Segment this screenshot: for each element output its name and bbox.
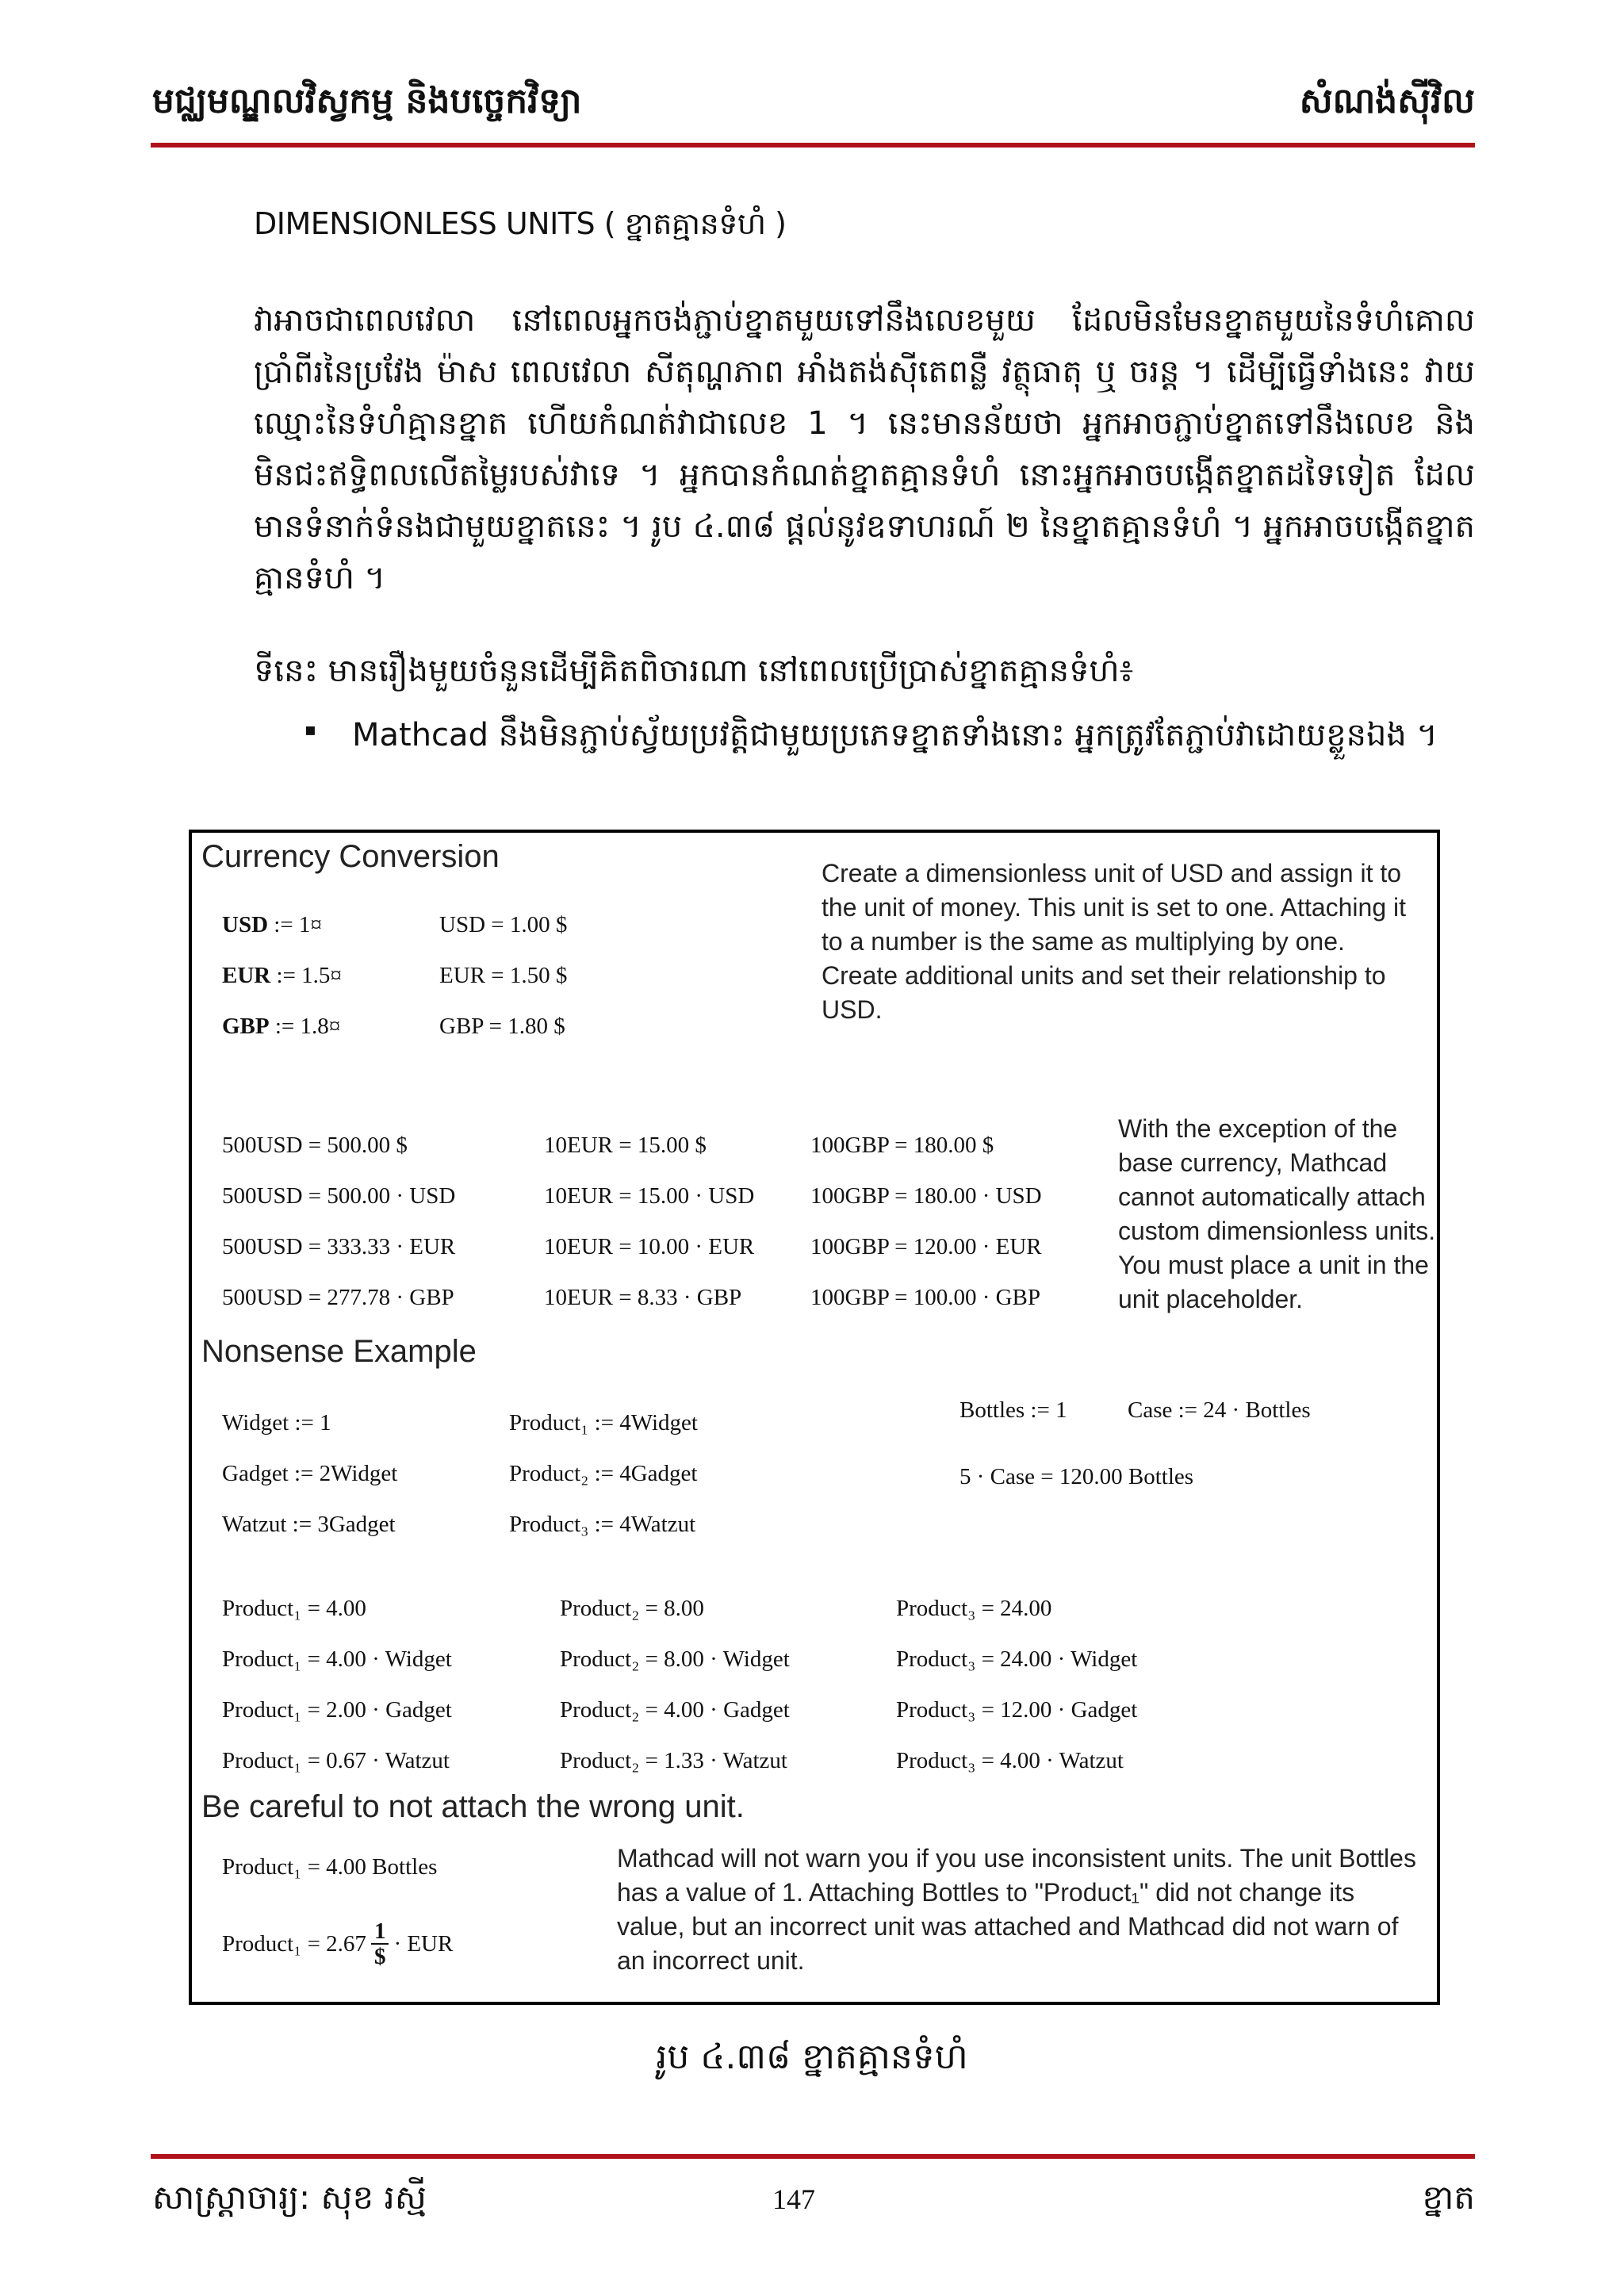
- conv-row: 100GBP = 120.00 · EUR: [810, 1234, 1042, 1259]
- footer-rule: [151, 2154, 1475, 2159]
- conv-column-usd: [222, 1120, 455, 1323]
- bullet-icon: ▪: [304, 720, 316, 740]
- eval-gbp: GBP = 1.80 $: [439, 1014, 565, 1039]
- conv-column-eur: [544, 1120, 754, 1323]
- page-number: 147: [772, 2183, 815, 2215]
- conv-row: 100GBP = 180.00 $: [810, 1133, 994, 1158]
- product1-evaluations: [222, 1583, 452, 1786]
- footer-chapter: ខ្នាត: [1422, 2178, 1475, 2217]
- bullet-text: Mathcad នឹងមិនភ្ជាប់ស្វ័យប្រវត្តិជាមួយប្រភេទខ្នាតទាំងនោះ អ្នកត្រូវតែភ្ជាប់វាដោយខ្លួនឯង ។: [352, 717, 1438, 753]
- bottles-def: Bottles := 1: [959, 1397, 1067, 1423]
- figure-note-currency: Create a dimensionless unit of USD and assign it to the unit of money. This unit is set to one. Attaching it to a number is the same as multiplying by one. Create additional units and set their relationship to USD.: [822, 859, 1407, 1024]
- conv-row: 500USD = 277.78 · GBP: [222, 1285, 454, 1310]
- eval-row: Product₃ = 12.00 · Gadget: [896, 1697, 1138, 1723]
- conv-row: 10EUR = 15.00 · USD: [544, 1183, 755, 1209]
- figure-note-careful: Mathcad will not warn you if you use inconsistent units. The unit Bottles has a value of 1. Attaching Bottles to "Product₁" did not change its value, but an incorrect unit was attached and Mathcad did not warn of an incorrect unit.: [617, 1844, 1416, 1975]
- equation-unit: · EUR: [393, 1930, 454, 1957]
- eval-row: Product₃ = 24.00: [896, 1596, 1052, 1621]
- paragraph-intro: វាអាចជាពេលវេលា នៅពេលអ្នកចង់ភ្ជាប់ខ្នាតមួយទៅនឹងលេខមួយ ដែលមិនមែនខ្នាតមួយនៃទំហំគោលប្រាំពីរនៃប្រវែង ម៉ាស ពេលវេលា សីតុណ្ហភាព អាំងតង់ស៊ីតេពន្លឺ វត្ថុធាតុ ឬ ចរន្ត ។ ដើម្បីធ្វើទាំងនេះ វាយឈ្មោះនៃទំហំគ្មានខ្នាត ហើយកំណត់វាជាលេខ 1 ។ នេះមានន័យថា អ្នកអាចភ្ជាប់ខ្នាតទៅនឹងលេខ និងមិនជះឥទ្ធិពលលើតម្លៃរបស់វាទេ ។ អ្នកបានកំណត់ខ្នាតគ្មានទំហំ នោះអ្នកអាចបង្កើតខ្នាតដទៃទៀត ដែលមានទំនាក់ទំនងជាមួយខ្នាតនេះ ។ រូប ៤.៣៨ ផ្ដល់នូវឧទាហរណ៍ ២ នៃខ្នាតគ្មានទំហំ ។ អ្នកអាចបង្កើតខ្នាតគ្មានទំហំ ។: [254, 302, 1475, 596]
- def-eur: EUR := 1.5¤: [222, 963, 342, 988]
- header-title-left: មជ្ឈមណ្ឌលវិស្វកម្ម និងបច្ចេកវិទ្យា: [152, 81, 582, 121]
- product3-evaluations: [896, 1583, 1137, 1786]
- conv-row: 500USD = 333.33 · EUR: [222, 1234, 456, 1259]
- figure-heading-currency: Currency Conversion: [201, 839, 500, 874]
- eval-row: Product₁ = 2.00 · Gadget: [222, 1697, 452, 1723]
- conv-row: 10EUR = 15.00 $: [544, 1133, 707, 1158]
- eval-row: Product₂ = 8.00 · Widget: [560, 1646, 790, 1672]
- eval-row: Product₁ = 4.00: [222, 1596, 366, 1621]
- eval-row: Product₃ = 24.00 · Widget: [896, 1646, 1138, 1672]
- definition-row: Widget := 1: [222, 1410, 331, 1435]
- eval-row: Product₂ = 8.00: [560, 1596, 704, 1621]
- conv-row: 500USD = 500.00 · USD: [222, 1183, 456, 1209]
- definition-row: Watzut := 3Gadget: [222, 1512, 396, 1537]
- careful-eq-euro: [222, 1919, 453, 1968]
- equation-lhs: Product₁ = 2.67: [222, 1930, 366, 1957]
- figure-caption: រូប ៤.៣៨ ខ្នាតគ្មានទំហំ: [656, 2037, 968, 2077]
- figure-heading-careful: Be careful to not attach the wrong unit.: [201, 1789, 745, 1824]
- eval-usd: USD = 1.00 $: [439, 912, 568, 937]
- conv-row: 100GBP = 100.00 · GBP: [810, 1285, 1041, 1310]
- def-gbp: GBP := 1.8¤: [222, 1014, 341, 1039]
- section-title: DIMENSIONLESS UNITS ( ខ្នាតគ្មានទំហំ ): [254, 206, 787, 241]
- fraction-numerator: 1: [371, 1919, 389, 1945]
- conv-row: 500USD = 500.00 $: [222, 1133, 408, 1158]
- figure-note-conversion: With the exception of the base currency, Mathcad cannot automatically attach custom dimensionless units. You must place a unit in the unit placeholder.: [1118, 1114, 1436, 1313]
- case-def: Case := 24 · Bottles: [1128, 1397, 1311, 1423]
- footer-author: សាស្ត្រាចារ្យ: សុខ រស្មី: [152, 2178, 427, 2217]
- header-title-right: សំណង់ស៊ីវិល: [1299, 81, 1475, 121]
- conv-row: 10EUR = 8.33 · GBP: [544, 1285, 742, 1310]
- eval-row: Product₂ = 1.33 · Watzut: [560, 1748, 787, 1773]
- definition-row: Product₁ := 4Widget: [509, 1410, 698, 1435]
- header-rule: [151, 143, 1475, 148]
- figure-heading-nonsense: Nonsense Example: [201, 1334, 477, 1369]
- def-usd: USD := 1¤: [222, 912, 322, 937]
- careful-eq-bottles: Product₁ = 4.00 Bottles: [222, 1854, 438, 1880]
- case-eval: 5 · Case = 120.00 Bottles: [959, 1464, 1194, 1489]
- conv-column-gbp: [810, 1120, 1042, 1323]
- conv-row: 100GBP = 180.00 · USD: [810, 1183, 1042, 1209]
- eval-row: Product₁ = 4.00 · Widget: [222, 1646, 452, 1672]
- definition-row: Gadget := 2Widget: [222, 1461, 398, 1486]
- product-definitions: [509, 1397, 698, 1550]
- fraction: [371, 1919, 389, 1968]
- eval-row: Product₃ = 4.00 · Watzut: [896, 1748, 1124, 1773]
- paragraph-considerations: ទីនេះ មានរឿងមួយចំនួនដើម្បីគិតពិចារណា នៅពេលប្រើប្រាស់ខ្នាតគ្មានទំហំ៖: [254, 653, 1134, 689]
- eval-row: Product₁ = 0.67 · Watzut: [222, 1748, 450, 1773]
- fraction-denominator: $: [373, 1944, 386, 1969]
- conv-row: 10EUR = 10.00 · EUR: [544, 1234, 755, 1259]
- eval-row: Product₂ = 4.00 · Gadget: [560, 1697, 790, 1723]
- figure-mathcad-units: [189, 830, 1440, 2005]
- nonsense-definitions: [222, 1397, 397, 1550]
- definition-row: Product₂ := 4Gadget: [509, 1461, 698, 1486]
- definition-row: Product₃ := 4Watzut: [509, 1512, 696, 1537]
- eval-eur: EUR = 1.50 $: [439, 963, 568, 988]
- product2-evaluations: [560, 1583, 790, 1786]
